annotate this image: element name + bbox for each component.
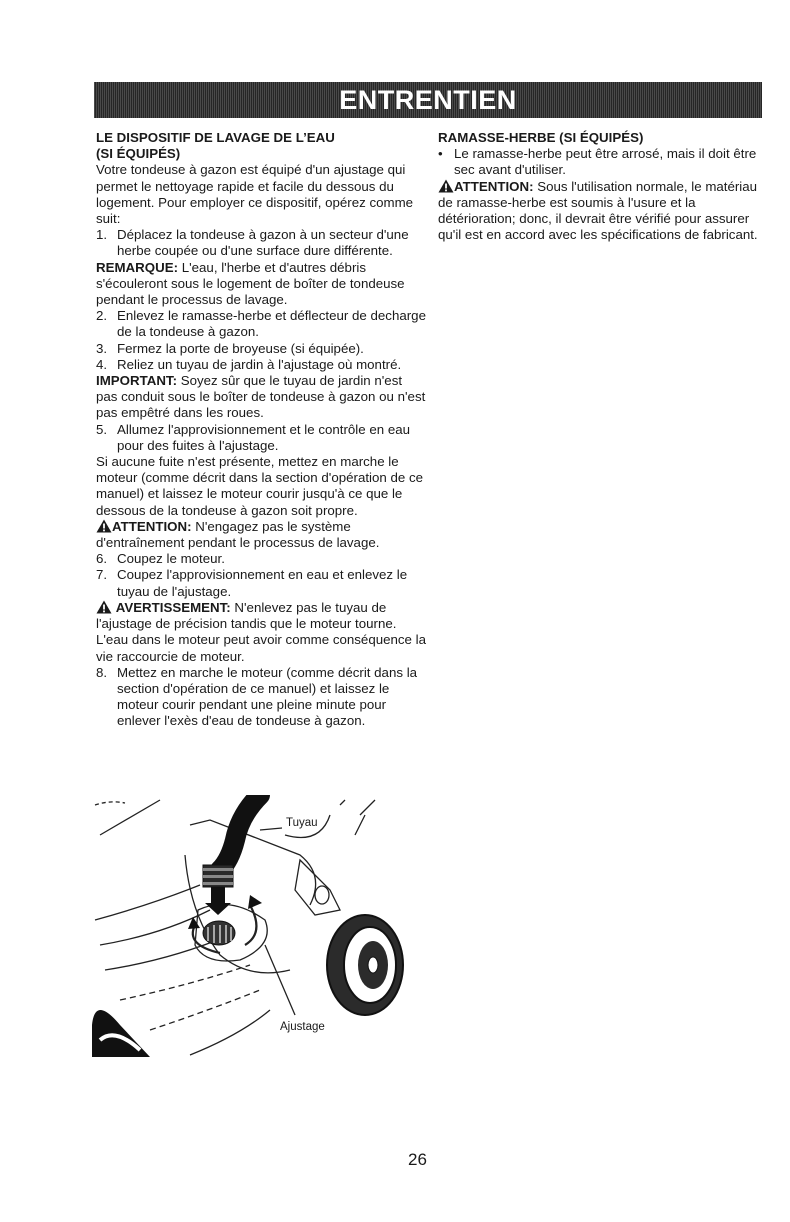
left-column	[96, 130, 426, 730]
avertissement-note	[96, 600, 426, 665]
banner-title: ENTRENTIEN	[339, 84, 517, 115]
step-text: Reliez un tuyau de jardin à l'ajustage où montré.	[117, 356, 402, 372]
washout-heading-line1: LE DISPOSITIF DE LAVAGE DE L’EAU	[96, 130, 335, 145]
bullet-text: Le ramasse-herbe peut être arrosé, mais il doit être sec avant d'utiliser.	[454, 146, 757, 178]
attention-label: ATTENTION:	[454, 178, 534, 194]
grass-catcher-heading: RAMASSE-HERBE (SI ÉQUIPÉS)	[438, 130, 644, 145]
step-number: 3.	[96, 340, 108, 356]
step-number: 2.	[96, 308, 108, 324]
page-number: 26	[408, 1150, 427, 1169]
hose-label: Tuyau	[286, 817, 318, 829]
step-number: 6.	[96, 551, 108, 567]
step-text: Mettez en marche le moteur (comme décrit dans la section d'opération de ce manuel) et laissez le moteur courir pendant une pleine minute pour enlever l'exès d'eau de tondeuse à gazon.	[117, 664, 418, 729]
avertissement-text: N'enlevez pas le tuyau de l'ajustage de précision tandis que le moteur tourne. L'eau dans le moteur peut avoir comme conséquence la vie raccourcie de moteur.	[96, 599, 426, 664]
section-banner	[94, 82, 762, 118]
attention-note	[96, 519, 426, 551]
step-8	[96, 665, 426, 730]
important-text: Soyez sûr que le tuyau de jardin n'est pas conduit sous le boîter de tondeuse à gazon ou n'est pas empêtré dans les roues.	[96, 373, 426, 421]
attention-text: N'engagez pas le système d'entraînement pendant le processus de lavage.	[96, 518, 380, 551]
step-text: Déplacez la tondeuse à gazon à un secteur d'une herbe coupée ou d'une surface dure différente.	[117, 227, 409, 259]
step-3	[96, 341, 426, 357]
warning-triangle-icon	[438, 179, 454, 193]
step-6	[96, 551, 426, 567]
right-column	[438, 130, 768, 243]
step-text: Allumez l'approvisionnement et le contrôle en eau pour des fuites à l'ajustage.	[117, 421, 411, 453]
step-text: Enlevez le ramasse-herbe et déflecteur de decharge de la tondeuse à gazon.	[117, 308, 426, 340]
warning-triangle-icon	[96, 600, 112, 614]
step-4	[96, 357, 426, 373]
remarque-label: REMARQUE:	[96, 259, 178, 275]
mower-deck-drawing	[90, 795, 440, 1060]
step-5	[96, 422, 426, 454]
step-text: Coupez l'approvisionnement en eau et enlevez le tuyau de l'ajustage.	[117, 567, 408, 599]
important-label: IMPORTANT:	[96, 373, 178, 389]
attention-text: Sous l'utilisation normale, le matériau de ramasse-herbe est soumis à l'usure et la détérioration; donc, il devrait être vérifié pour assurer qu'il est en accord avec les spécifications de fabricant.	[438, 178, 758, 243]
step-number: 4.	[96, 356, 108, 372]
leak-check-paragraph: Si aucune fuite n'est présente, mettez en marche le moteur (comme décrit dans la section d'opération de ce manuel) et laissez le moteur courir jusqu'à ce que le dessous de la tondeuse à gazon soit propre.	[96, 454, 424, 518]
remarque-text: L'eau, l'herbe et d'autres débris s'écouleront sous le logement de boîter de tondeuse pendant le processus de lavage.	[96, 259, 405, 308]
step-2	[96, 308, 426, 340]
washout-illustration	[90, 795, 440, 1060]
attention-label: ATTENTION:	[112, 518, 192, 534]
bullet-item	[438, 146, 768, 178]
step-number: 5.	[96, 421, 108, 437]
step-number: 7.	[96, 567, 108, 583]
important-note	[96, 373, 426, 422]
bullet-mark: •	[438, 146, 443, 162]
warning-triangle-icon	[96, 519, 112, 533]
step-number: 8.	[96, 664, 108, 680]
step-text: Fermez la porte de broyeuse (si équipée).	[117, 340, 364, 356]
step-text: Coupez le moteur.	[117, 551, 225, 567]
avertissement-label: AVERTISSEMENT:	[115, 599, 231, 615]
step-7	[96, 567, 426, 599]
washout-heading-line2: (SI ÉQUIPÉS)	[96, 146, 181, 162]
attention-note	[438, 179, 768, 244]
step-number: 1.	[96, 227, 108, 243]
remarque-note	[96, 260, 426, 309]
washout-intro: Votre tondeuse à gazon est équipé d'un ajustage qui permet le nettoyage rapide et facile du dessous du logement. Pour employer ce dispositif, opérez comme suit:	[96, 162, 414, 227]
fitting-label: Ajustage	[280, 1021, 325, 1033]
step-1	[96, 227, 426, 259]
